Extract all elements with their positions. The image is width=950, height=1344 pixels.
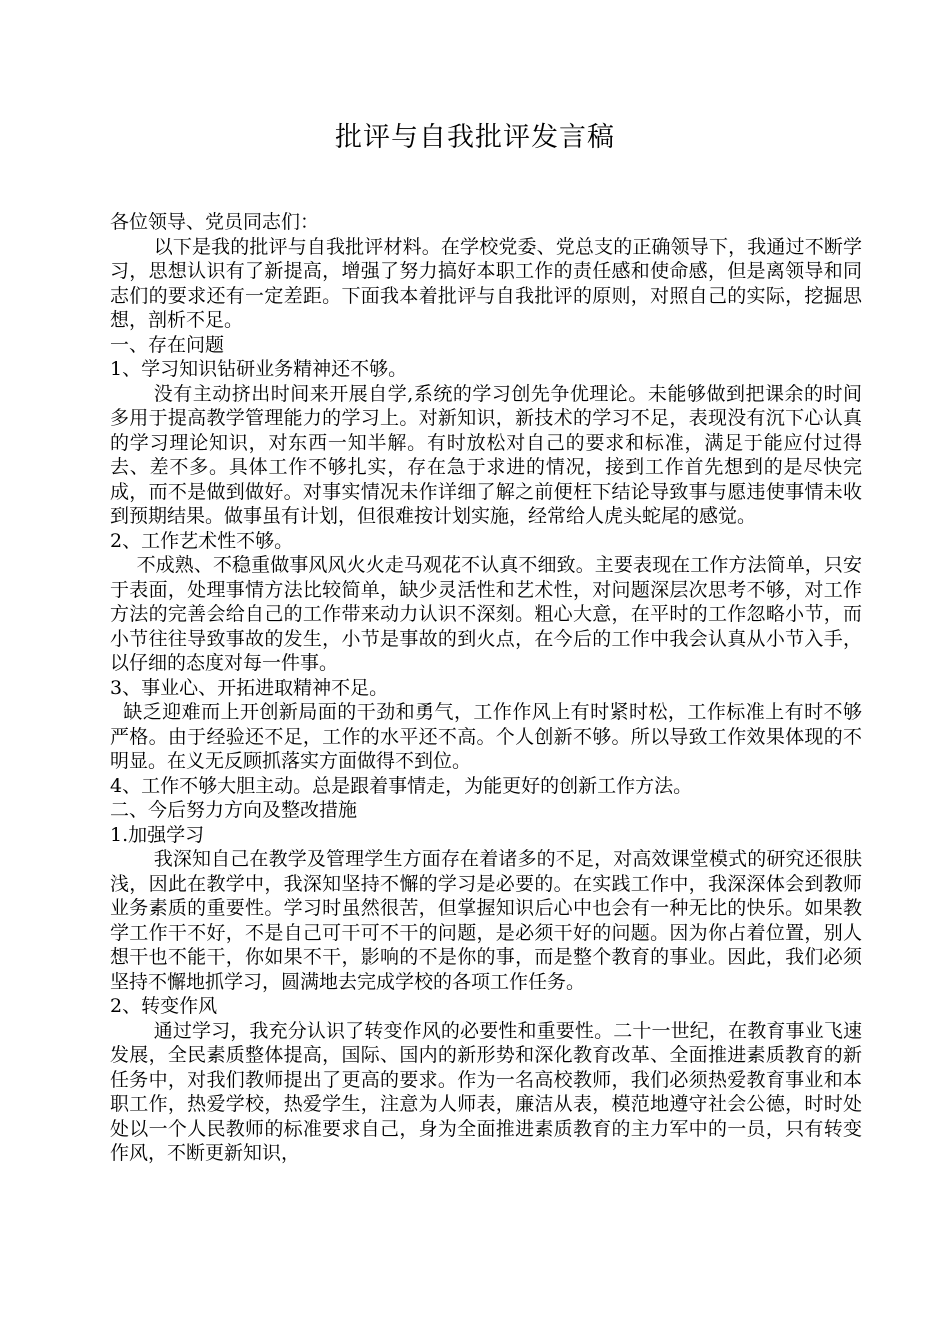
- sub-paragraph-2: 通过学习，我充分认识了转变作风的必要性和重要性。二十一世纪，在教育事业飞速发展，全民素质整体提高，国际、国内的新形势和深化教育改革、全面推进素质教育的新任务中，对我们教师提出了更高的要求。作为一名高校教师，我们必须热爱教育事业和本职工作，热爱学校，热爱学生，注意为人师表，廉洁从表，模范地遵守社会公德，时时处处以一个人民教师的标准要求自己，身为全面推进素质教育的主力军中的一员，只有转变作风，不断更新知识，: [110, 1019, 862, 1164]
- item-paragraph-3: 缺乏迎难而上开创新局面的干劲和勇气，工作作风上有时紧时松，工作标准上有时不够严格。由于经验还不足，工作的水平还不高。个人创新不够。所以导致工作效果体现的不明显。在义无反顾抓落实方面做得不到位。: [110, 701, 862, 772]
- intro-paragraph: 以下是我的批评与自我批评材料。在学校党委、党总支的正确领导下，我通过不断学习，思想认识有了新提高，增强了努力搞好本职工作的责任感和使命感，但是离领导和同志们的要求还有一定差距。下面我本着批评与自我批评的原则，对照自己的实际，挖掘思想，剖析不足。: [110, 235, 862, 331]
- item-heading-2: 2、工作艺术性不够。: [110, 529, 294, 552]
- item-paragraph-1: 没有主动挤出时间来开展自学,系统的学习创先争优理论。未能够做到把课余的时间多用于提高教学管理能力的学习上。对新知识，新技术的学习不足，表现没有沉下心认真的学习理论知识，对东西一知半解。有时放松对自己的要求和标准，满足于能应付过得去、差不多。具体工作不够扎实，存在急于求进的情况，接到工作首先想到的是尽快完成，而不是做到做好。对事实情况未作详细了解之前便枉下结论导致事与愿违使事情未收到预期结果。做事虽有计划，但很难按计划实施，经常给人虎头蛇尾的感觉。: [110, 382, 862, 527]
- item-paragraph-2: 不成熟、不稳重做事风风火火走马观花不认真不细致。主要表现在工作方法简单，只安于表面，处理事情方法比较简单，缺少灵活性和艺术性，对问题深层次思考不够，对工作方法的完善会给自己的工作带来动力认识不深刻。粗心大意，在平时的工作忽略小节，而小节往往导致事故的发生，小节是事故的到火点，在今后的工作中我会认真从小节入手，以仔细的态度对每一件事。: [110, 554, 862, 674]
- item-heading-4: 4、工作不够大胆主动。总是跟着事情走，为能更好的创新工作方法。: [110, 774, 693, 797]
- sub-heading-1: 1.加强学习: [110, 823, 205, 846]
- item-heading-1: 1、学习知识钻研业务精神还不够。: [110, 358, 408, 380]
- section-heading-measures: 二、今后努力方向及整改措施: [110, 799, 358, 821]
- document-body: [110, 210, 862, 1166]
- sub-paragraph-1: 我深知自己在教学及管理学生方面存在着诸多的不足，对高效课堂模式的研究还很肤浅，因此在教学中，我深知坚持不懈的学习是必要的。在实践工作中，我深深体会到教师业务素质的重要性。学习时虽然很苦，但掌握知识后心中也会有一种无比的快乐。如果教学工作干不好，不是自己可干可不干的问题，是必须干好的问题。因为你占着位置，别人想干也不能干，你如果不干，影响的不是你的事，而是整个教育的事业。因此，我们必须坚持不懈地抓学习，圆满地去完成学校的各项工作任务。: [110, 848, 862, 993]
- document-title: 批评与自我批评发言稿: [335, 122, 615, 153]
- salutation: 各位领导、党员同志们：: [110, 211, 320, 233]
- item-heading-3: 3、事业心、开拓进取精神不足。: [110, 676, 389, 699]
- section-heading-problems: 一、存在问题: [110, 333, 225, 356]
- sub-heading-2: 2、转变作风: [110, 995, 218, 1017]
